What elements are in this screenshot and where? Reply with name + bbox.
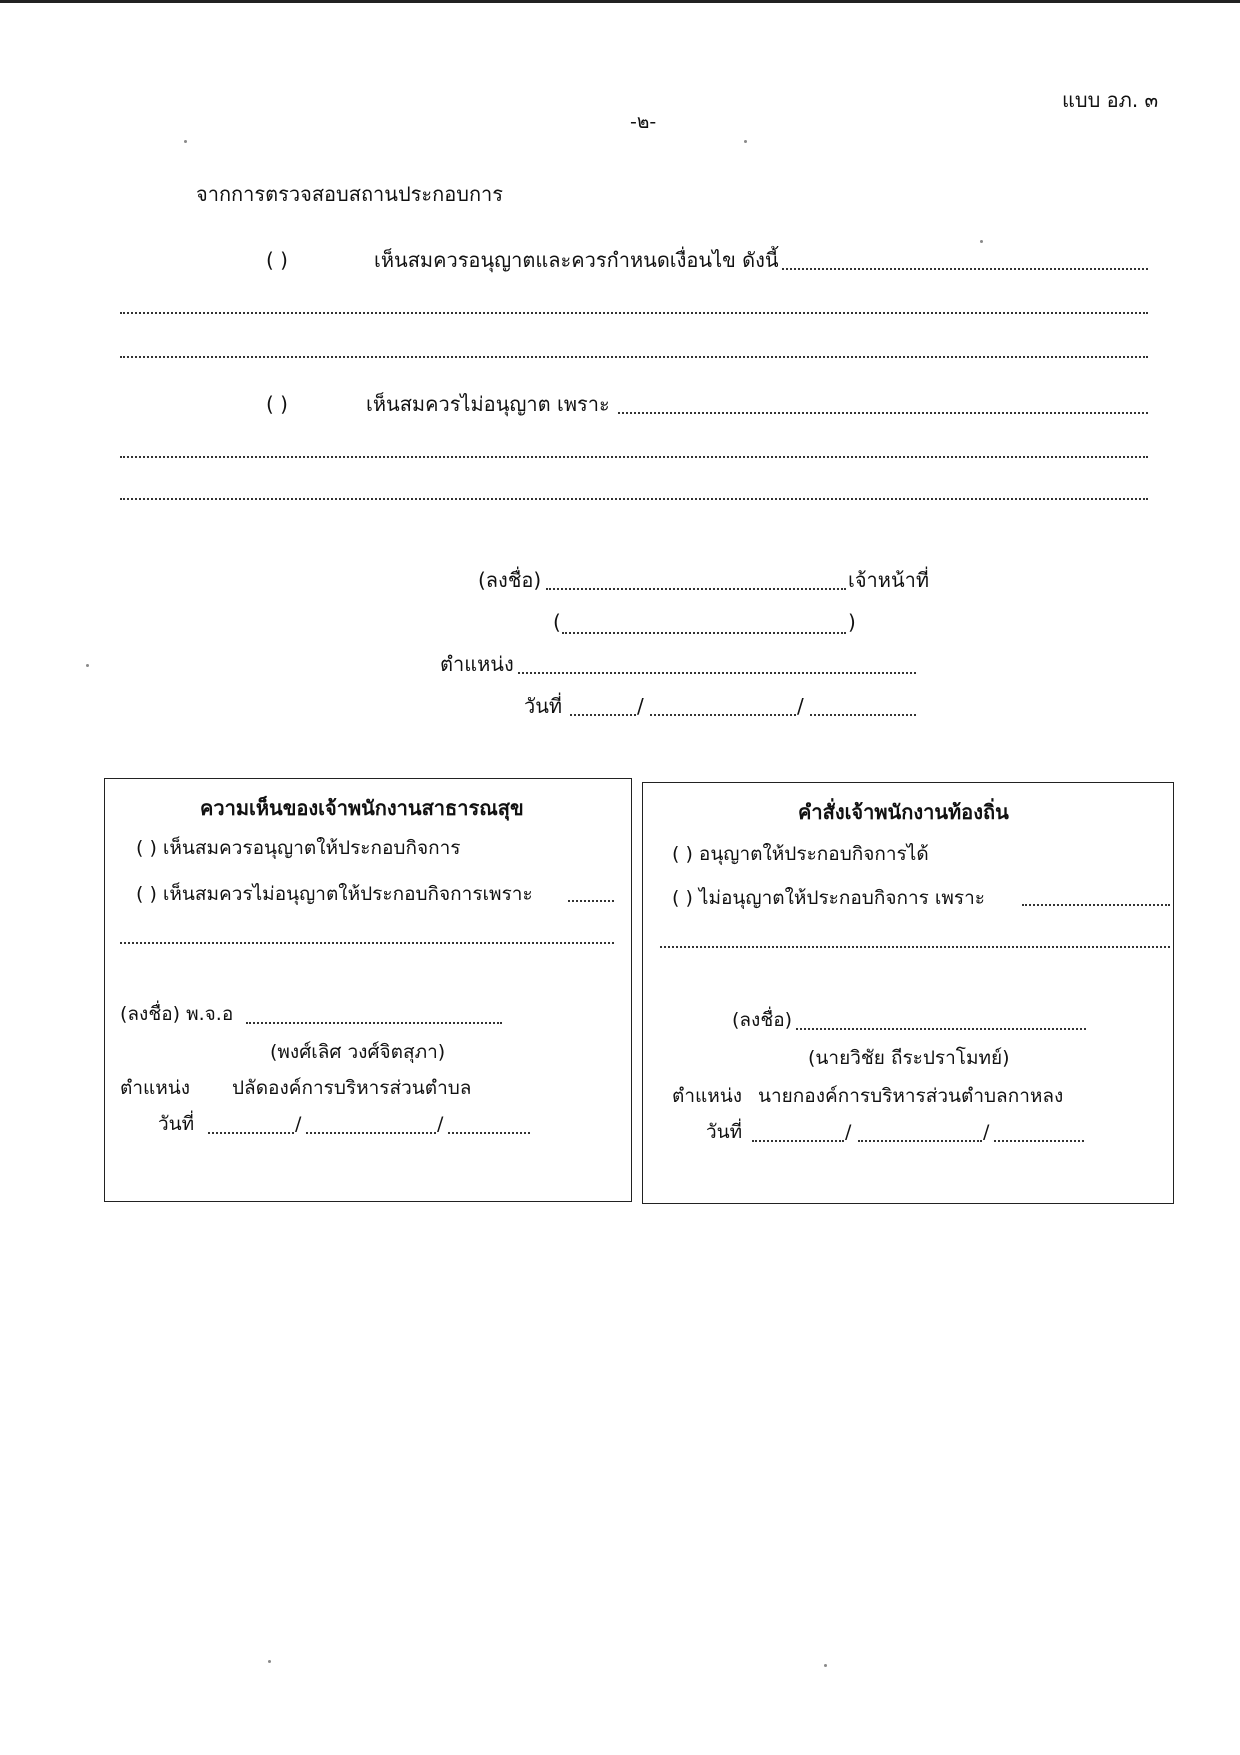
health-deny-option[interactable]: ( ) เห็นสมควรไม่อนุญาตให้ประกอบกิจการเพราะ [136,883,533,905]
official-date-day[interactable] [570,714,636,716]
local-approve-option[interactable]: ( ) อนุญาตให้ประกอบกิจการได้ [672,843,929,865]
reason-line[interactable] [618,412,1148,414]
local-date-sep: / [845,1121,852,1143]
health-date-year[interactable] [448,1132,530,1134]
health-date-month[interactable] [306,1132,436,1134]
local-position-label: ตำแหน่ง [672,1085,743,1107]
deny-reason-label: เห็นสมควรไม่อนุญาต เพราะ [366,392,610,416]
official-title: เจ้าหน้าที่ [848,568,930,592]
scan-speck [268,1660,271,1663]
page-number: -๒- [630,111,657,133]
approve-conditions-label: เห็นสมควรอนุญาตและควรกำหนดเงื่อนไข ดังนี้ [374,248,779,272]
health-officer-name: (พงศ์เลิศ วงศ์จิตสุภา) [270,1041,446,1063]
official-name-line[interactable] [562,632,846,634]
official-position-label: ตำแหน่ง [440,652,514,676]
official-signature-line[interactable] [546,588,846,590]
official-name-open: ( [553,610,561,634]
local-signature-line[interactable] [796,1028,1086,1030]
local-date-label: วันที่ [706,1121,743,1143]
scan-speck [184,140,187,143]
official-date-year[interactable] [810,714,916,716]
scan-speck [86,664,89,667]
health-box-title: ความเห็นของเจ้าพนักงานสาธารณสุข [200,796,524,820]
health-date-sep: / [437,1113,444,1135]
health-date-day[interactable] [208,1132,294,1134]
local-sign-label: (ลงชื่อ) [732,1009,793,1031]
scan-speck [824,1664,827,1667]
health-position-label: ตำแหน่ง [120,1077,191,1099]
official-date-month[interactable] [650,714,796,716]
local-position-value: นายกองค์การบริหารส่วนตำบลกาหลง [758,1085,1064,1107]
scan-top-edge [0,0,1240,3]
conditions-line[interactable] [120,312,1148,314]
health-approve-option[interactable]: ( ) เห็นสมควรอนุญาตให้ประกอบกิจการ [136,837,461,859]
official-position-line[interactable] [518,672,916,674]
local-officer-name: (นายวิชัย ถีระปราโมทย์) [808,1047,1010,1069]
health-date-label: วันที่ [158,1113,195,1135]
scan-speck [980,240,983,243]
official-name-close: ) [848,610,856,634]
local-date-year[interactable] [994,1140,1084,1142]
local-deny-option[interactable]: ( ) ไม่อนุญาตให้ประกอบกิจการ เพราะ [672,887,985,909]
health-signature-line[interactable] [246,1022,502,1024]
official-date-label: วันที่ [524,694,563,718]
health-sign-label: (ลงชื่อ) พ.จ.อ [120,1003,234,1025]
health-date-sep: / [295,1113,302,1135]
local-reason-line[interactable] [660,946,1170,948]
deny-checkbox[interactable]: ( ) [266,392,288,416]
official-sign-prefix: (ลงชื่อ) [478,568,542,592]
approve-checkbox[interactable]: ( ) [266,248,288,272]
health-position-value: ปลัดองค์การบริหารส่วนตำบล [232,1077,472,1099]
form-code: แบบ อภ. ๓ [1062,88,1159,112]
conditions-line[interactable] [782,268,1148,270]
health-reason-line[interactable] [120,942,614,944]
official-date-sep: / [637,694,644,718]
local-date-day[interactable] [752,1140,844,1142]
local-box-title: คำสั่งเจ้าพนักงานท้องถิ่น [798,800,1009,824]
conditions-line[interactable] [120,356,1148,358]
reason-line[interactable] [120,456,1148,458]
inspection-title: จากการตรวจสอบสถานประกอบการ [196,182,504,206]
local-reason-line[interactable] [1022,904,1170,906]
local-date-sep: / [983,1121,990,1143]
health-reason-line[interactable] [568,900,614,902]
reason-line[interactable] [120,498,1148,500]
official-date-sep: / [797,694,804,718]
scan-speck [744,140,747,143]
local-date-month[interactable] [858,1140,982,1142]
